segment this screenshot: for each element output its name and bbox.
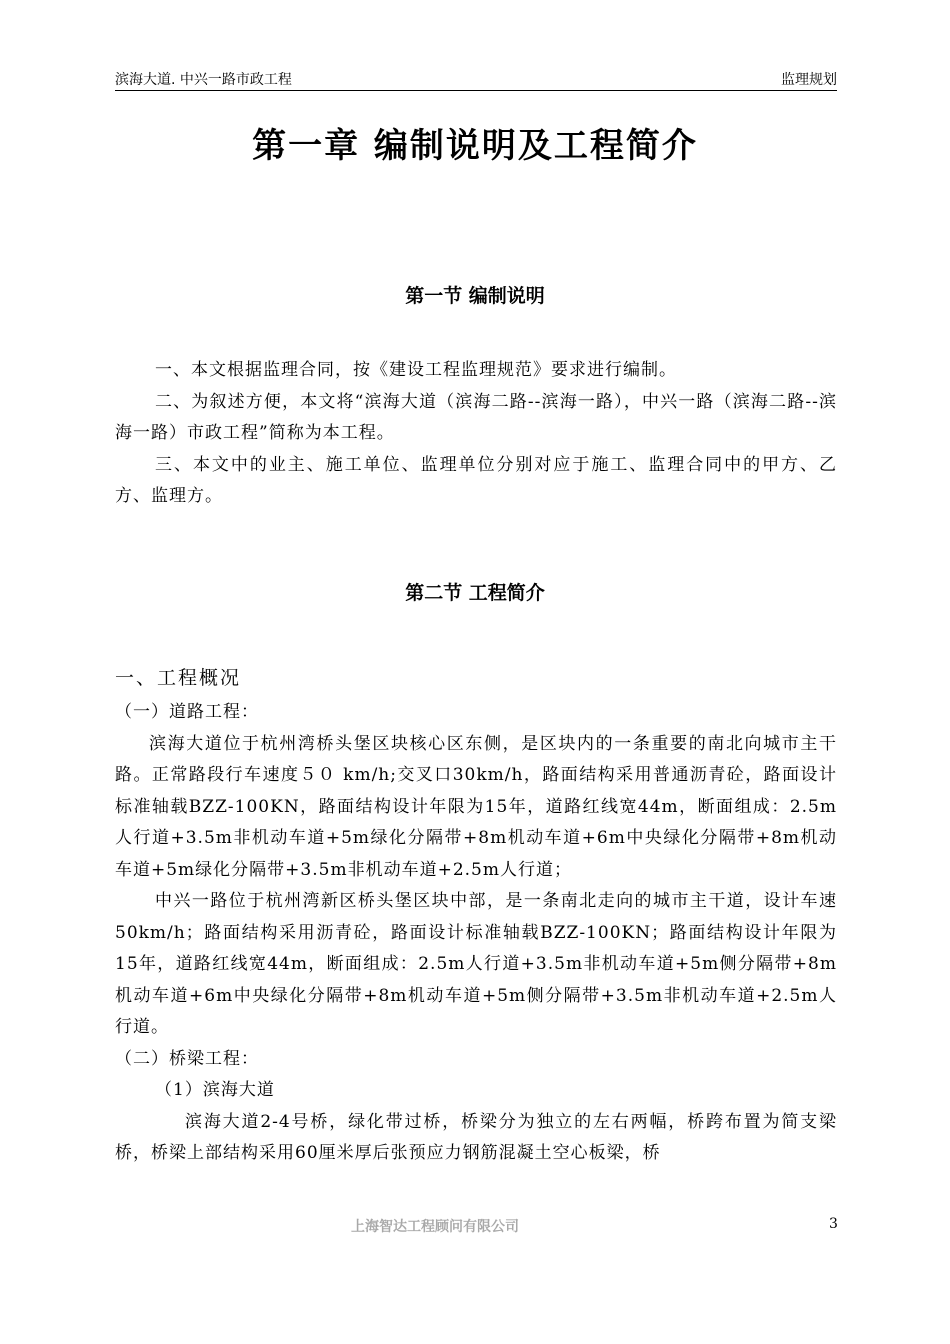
footer-company-name: 上海智达工程顾问有限公司 <box>351 1219 519 1235</box>
subheading-road-works: （一）道路工程： <box>115 702 259 722</box>
paragraph: 二、为叙述方便，本文将“滨海大道（滨海二路--滨海一路），中兴一路（滨海二路--滨海一路）市政工程”简称为本工程。 <box>115 391 837 443</box>
paragraph-zhongxing-road: 中兴一路位于杭州湾新区桥头堡区块中部，是一条南北走向的城市主干道，设计车速50km/h；路面结构采用沥青砼，路面设计标准轴载BZZ-100KN；路面结构设计年限为15年，道路红线宽44m，断面组成：2.5m人行道+3.5m非机动车道+5m侧分隔带+8m机动车道+6m中央绿化分隔带+8m机动车道+5m侧分隔带+3.5m非机动车道+2.5m人行道。 <box>115 891 837 1037</box>
chapter-title: 第一章 编制说明及工程简介 <box>252 126 698 166</box>
paragraph: 三、本文中的业主、施工单位、监理单位分别对应于施工、监理合同中的甲方、乙方、监理方。 <box>115 454 837 506</box>
compilation-notes <box>115 355 837 513</box>
subheading-binhai-avenue-bridge: （1）滨海大道 <box>155 1080 275 1100</box>
paragraph-binhai-avenue: 滨海大道位于杭州湾桥头堡区块核心区东侧，是区块内的一条重要的南北向城市主干路。正常路段行车速度５０ km/h;交叉口30km/h，路面结构采用普通沥青砼，路面设计标准轴载BZZ-100KN，路面结构设计年限为15年，道路红线宽44m，断面组成：2.5m人行道+3.5m非机动车道+5m绿化分隔带+8m机动车道+6m中央绿化分隔带+8m机动车道+5m绿化分隔带+3.5m非机动车道+2.5m人行道； <box>115 733 837 880</box>
paragraph-bridge: 滨海大道2-4号桥，绿化带过桥，桥梁分为独立的左右两幅，桥跨布置为简支梁桥，桥梁上部结构采用60厘米厚后张预应力钢筋混凝土空心板梁，桥 <box>115 1111 837 1163</box>
paragraph: 一、本文根据监理合同，按《建设工程监理规范》要求进行编制。 <box>155 360 677 380</box>
subheading-bridge-works: （二）桥梁工程： <box>115 1048 259 1069</box>
header-project-name: 滨海大道. 中兴一路市政工程 <box>115 72 292 88</box>
section-title-compilation: 第一节 编制说明 <box>405 285 545 307</box>
header-document-type: 监理规划 <box>781 72 837 88</box>
page-number: 3 <box>829 1216 838 1232</box>
section-title-overview: 第二节 工程简介 <box>405 582 545 604</box>
page-header <box>115 66 837 91</box>
project-overview-body <box>115 697 837 1170</box>
heading-project-overview: 一、工程概况 <box>115 667 242 689</box>
